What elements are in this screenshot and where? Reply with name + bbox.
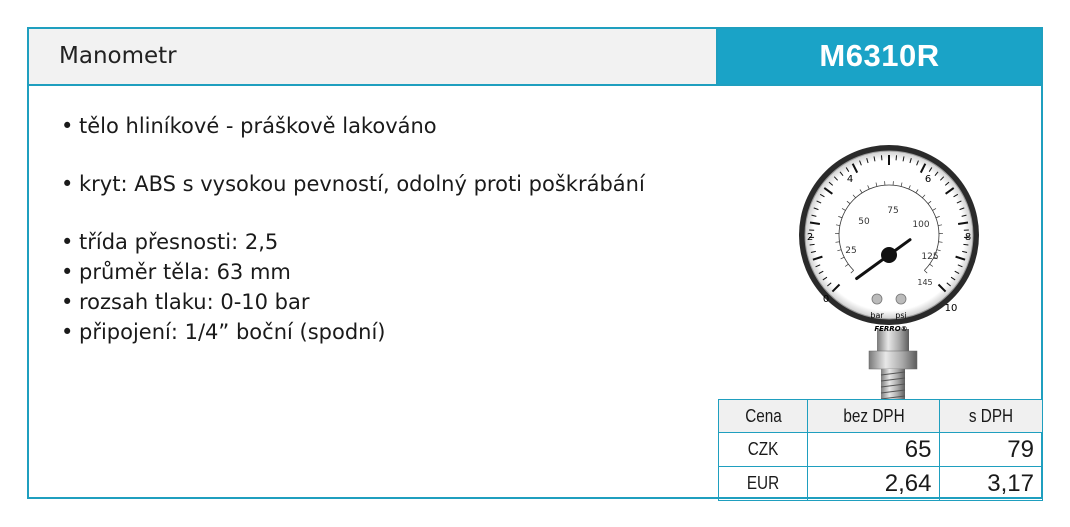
gauge-psi-label: 25 xyxy=(845,246,857,256)
gauge-psi-label: 100 xyxy=(912,220,930,230)
gauge-hex-nut xyxy=(869,351,917,369)
gauge-bar-label: 8 xyxy=(964,232,972,243)
price-header-label: Cena xyxy=(744,405,782,426)
feature-item xyxy=(61,317,645,347)
product-name: Manometr xyxy=(59,43,177,69)
price-header-gross xyxy=(940,400,1043,433)
price-row-eur xyxy=(719,467,1043,501)
feature-text: třída přesnosti: 2,5 xyxy=(79,230,279,254)
price-net: 2,64 xyxy=(808,467,940,501)
currency-label: CZK xyxy=(747,439,779,459)
product-code-cell xyxy=(718,29,1041,84)
feature-item xyxy=(61,287,645,317)
gauge-brand: FERRO® xyxy=(874,325,908,333)
gauge-bar-label: 0 xyxy=(822,294,830,305)
gauge-tick xyxy=(810,244,815,245)
pressure-gauge-image xyxy=(779,129,999,419)
gauge-unit-psi: psi xyxy=(895,311,907,320)
price-table xyxy=(718,399,1043,501)
product-card xyxy=(27,27,1043,499)
gauge-tick xyxy=(963,244,968,245)
feature-text: kryt: ABS s vysokou pevností, odolný proti poškrábání xyxy=(79,172,645,196)
gauge-screw-right xyxy=(896,294,906,304)
gauge-psi-label: 75 xyxy=(887,206,899,216)
gauge-bar-label: 2 xyxy=(806,232,814,243)
price-currency xyxy=(719,433,808,467)
price-header-label: bez DPH xyxy=(843,405,905,426)
price-header-cena xyxy=(719,400,808,433)
currency-label: EUR xyxy=(746,473,780,493)
feature-text: tělo hliníkové - práškově lakováno xyxy=(79,114,437,138)
price-gross: 3,17 xyxy=(940,467,1043,501)
feature-list xyxy=(61,111,645,347)
price-header-net xyxy=(808,400,940,433)
gauge-bar-label: 6 xyxy=(924,174,932,185)
gauge-psi-label: 145 xyxy=(917,278,933,287)
bullet-icon: • xyxy=(61,320,74,344)
gauge-bar-label: 10 xyxy=(944,303,958,314)
price-net: 65 xyxy=(808,433,940,467)
bullet-icon: • xyxy=(61,290,74,314)
gauge-bar-label: 4 xyxy=(846,174,854,185)
bullet-icon: • xyxy=(61,230,74,254)
gauge-screw-left xyxy=(872,294,882,304)
price-table-header xyxy=(719,400,1043,433)
price-header-label: s DPH xyxy=(969,405,1014,426)
gauge-psi-label: 125 xyxy=(921,252,939,262)
feature-text: průměr těla: 63 mm xyxy=(79,260,291,284)
feature-text: připojení: 1/4” boční (spodní) xyxy=(79,320,386,344)
feature-item xyxy=(61,169,645,199)
price-row-czk xyxy=(719,433,1043,467)
feature-item xyxy=(61,227,645,257)
gauge-psi-label: 50 xyxy=(858,217,870,227)
feature-item xyxy=(61,111,645,141)
feature-item xyxy=(61,257,645,287)
product-name-cell xyxy=(29,29,718,84)
bullet-icon: • xyxy=(61,260,74,284)
gauge-unit-bar: bar xyxy=(870,311,884,320)
gauge-dial xyxy=(805,151,973,319)
product-header xyxy=(29,29,1041,86)
price-gross: 79 xyxy=(940,433,1043,467)
bullet-icon: • xyxy=(61,172,74,196)
product-code: M6310R xyxy=(819,38,940,73)
feature-text: rozsah tlaku: 0-10 bar xyxy=(79,290,310,314)
bullet-icon: • xyxy=(61,114,74,138)
price-currency xyxy=(719,467,808,501)
